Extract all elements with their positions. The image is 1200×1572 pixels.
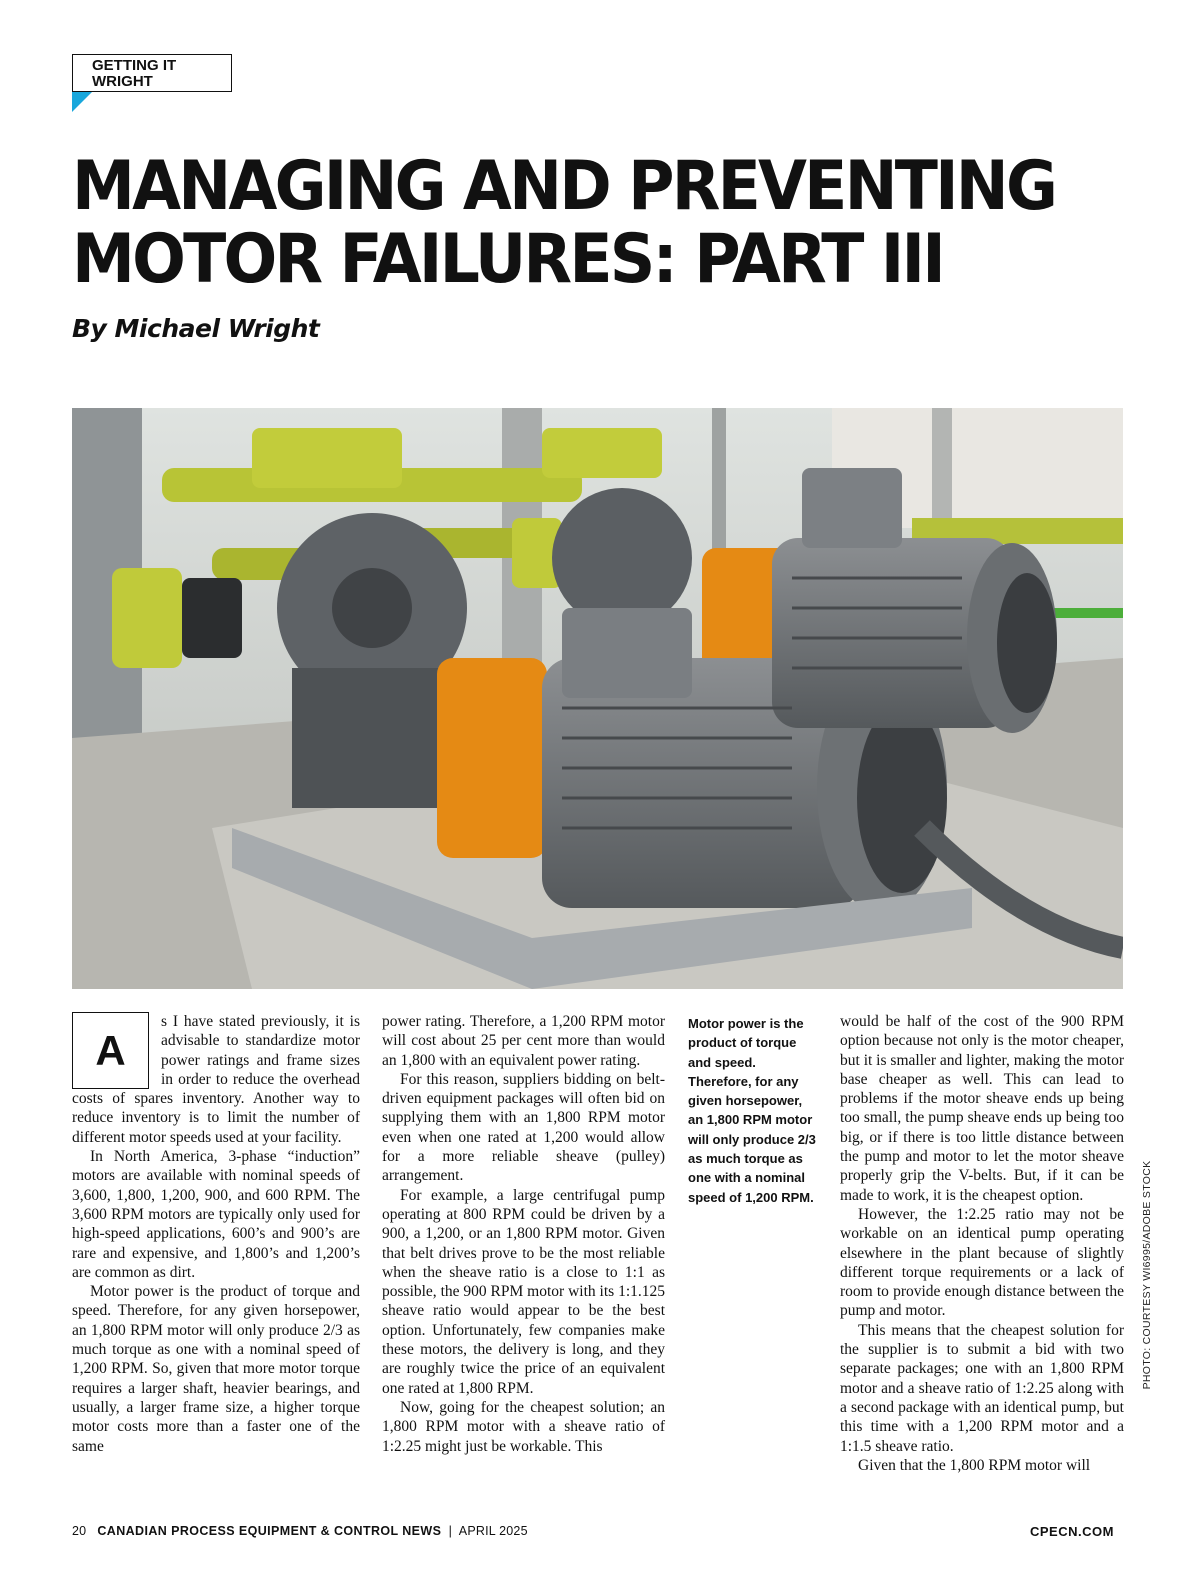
issue-date: APRIL 2025	[458, 1524, 528, 1538]
headline-line2: MOTOR FAILURES: PART III	[72, 220, 943, 299]
page-number: 20	[72, 1524, 87, 1538]
article-column-2	[382, 1012, 665, 1456]
paragraph: This means that the cheapest solution for the supplier is to submit a bid with two separate packages; one with an 1,800 RPM motor and a sheave ratio of 1:2.25 along with a second package with an identical pump, but this time with a 1,200 RPM motor and a 1:1.5 sheave ratio.	[840, 1321, 1124, 1455]
paragraph: would be half of the cost of the 900 RPM option because not only is the motor cheaper, but it is smaller and lighter, making the motor base cheaper as well. This can lead to problems if the motor sheave ends up being too small, the pump sheave ends up being too big, or if there is too little distance between the pump and motor to let the motor sheave properly grip the V-belts. But, if it can be made to work, it is the cheapest option.	[840, 1013, 1124, 1204]
pull-quote: Motor power is the product of torque and speed. Therefore, for any given horsepower, an 1,800 RPM motor will only produce 2/3 as much torque as one with a nominal speed of 1,200 RPM.	[688, 1016, 816, 1205]
paragraph: s I have stated previously, it is advisable to standardize motor power ratings and frame sizes in order to reduce the overhead costs of spares inventory. Another way to reduce inventory is to limit the number of different motor speeds used at your facility.	[72, 1013, 360, 1146]
paragraph: Given that the 1,800 RPM motor will	[858, 1456, 1091, 1474]
paragraph: However, the 1:2.25 ratio may not be workable on an identical pump operating elsewhere in the plant because of slightly different torque requirements or a lack of room to provide enough distance between the pump and motor.	[840, 1205, 1124, 1320]
section-tag-corner-accent	[72, 92, 92, 112]
paragraph: Motor power is the product of torque and speed. Therefore, for any given horsepower, an 1,800 RPM motor will only produce 2/3 as much torque as one with a nominal speed of 1,200 RPM. So, given that more motor torque requires a larger shaft, heavier bearings, and usually, a larger frame size, a higher torque motor costs more than a faster one of the same	[72, 1283, 360, 1455]
pump-motor-illustration	[72, 408, 1123, 989]
website-link[interactable]: CPECN.COM	[1030, 1524, 1114, 1539]
paragraph: power rating. Therefore, a 1,200 RPM motor will cost about 25 per cent more than would an 1,800 with an equivalent power rating.	[382, 1013, 665, 1069]
paragraph: For example, a large centrifugal pump operating at 800 RPM could be driven by a 900, a 1,200, or an 1,800 RPM motor. Given that belt drives prove to be the most reliable when the sheave ratio is a close to 1:1 as possible, the 900 RPM motor with its 1:1.125 sheave ratio would appear to be the best option. Unfortunately, few companies make these motors, the delivery is long, and they are roughly twice the price of an equivalent one rated at 1,800 RPM.	[382, 1186, 665, 1397]
article-column-4	[840, 1012, 1124, 1475]
hero-photo	[72, 408, 1123, 989]
headline-line1: MANAGING AND PREVENTING	[72, 147, 1056, 226]
page-footer	[72, 1524, 528, 1538]
section-tag-line1: GETTING IT	[92, 57, 177, 74]
byline: By Michael Wright	[72, 314, 320, 343]
publication-name: CANADIAN PROCESS EQUIPMENT & CONTROL NEWS	[97, 1524, 442, 1538]
paragraph: For this reason, suppliers bidding on belt-driven equipment packages will often bid on supplying them with an 1,800 RPM motor even when one rated at 1,200 would allow for a more reliable sheave (pulley) arrangement.	[382, 1070, 665, 1185]
paragraph: Now, going for the cheapest solution; an 1,800 RPM motor with a sheave ratio of 1:2.25 might just be workable. This	[382, 1398, 665, 1455]
article-column-1	[72, 1012, 360, 1456]
article-headline	[72, 147, 1076, 299]
footer-separator: |	[448, 1524, 453, 1538]
photo-credit: PHOTO: COURTESY WI6995/ADOBE STOCK	[1141, 1160, 1153, 1390]
section-tag-line2: WRIGHT	[92, 73, 153, 90]
section-tag	[72, 54, 232, 92]
paragraph: In North America, 3-phase “induction” motors are available with nominal speeds of 3,600, 1,800, 1,200, 900, and 600 RPM. The 3,600 RPM motors are typically only used for high-speed applications, 600’s and 900’s are rare and expensive, and 1,800’s and 1,200’s are common as dirt.	[72, 1148, 360, 1281]
drop-cap: A	[72, 1012, 149, 1089]
